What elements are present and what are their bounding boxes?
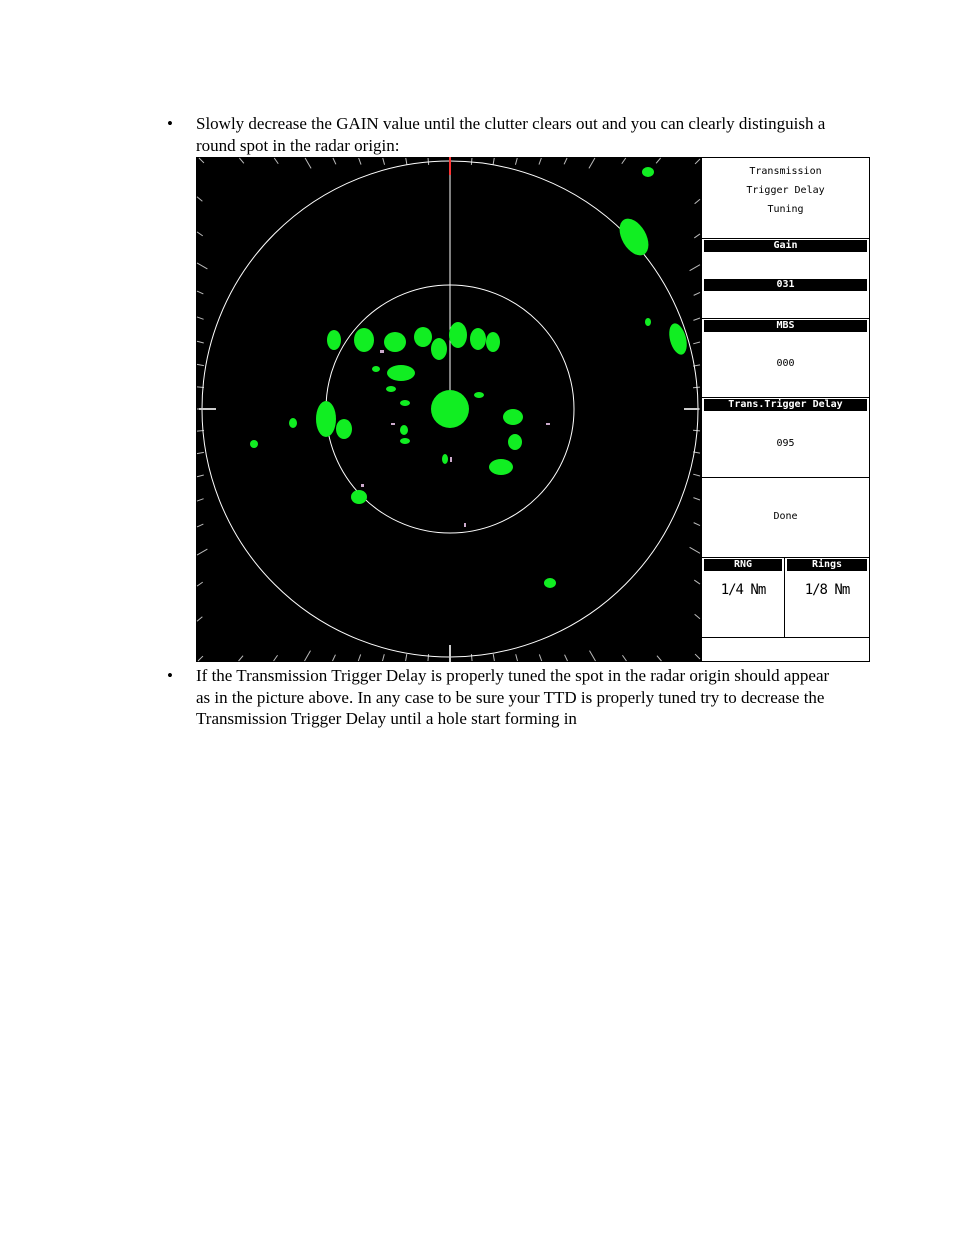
echo [470,328,486,350]
echo [503,409,523,425]
echo [386,386,396,392]
panel-title-line-3: Tuning [767,204,804,215]
rng-value[interactable]: 1/4 Nm [720,582,766,598]
rng-header: RNG [704,559,782,571]
ttd-header: Trans.Trigger Delay [704,399,867,411]
echo [431,338,447,360]
divider [702,637,869,638]
bullet-glyph: • [167,114,173,133]
divider [702,238,869,239]
echo [442,454,448,464]
bearing-tick [693,430,700,431]
bullet-glyph: • [167,666,173,685]
rings-value[interactable]: 1/8 Nm [804,582,850,598]
echo [400,438,410,444]
mbs-header: MBS [704,320,867,332]
rings-header: Rings [787,559,867,571]
echo [351,490,367,504]
echo [354,328,374,352]
echo [387,365,415,381]
instruction-text: If the Transmission Trigger Delay is properly tuned the spot in the radar origin should appear as in the picture above. In any case to be sure your TTD is properly tuned try to decrease the Transmission Trigger Delay until a hole start forming in [196,666,830,728]
bearing-tick [428,654,429,661]
echo [642,167,654,177]
bearing-tick [471,654,472,661]
radar-display [196,157,701,662]
done-button[interactable]: Done [773,511,798,522]
echo [400,400,410,406]
echo [474,392,484,398]
gain-header: Gain [704,240,867,252]
panel-title [702,162,869,219]
echo [289,418,297,428]
origin-spot [431,390,469,428]
instruction-text: Slowly decrease the GAIN value until the clutter clears out and you can clearly distinguish a round spot in the radar origin: [196,114,826,155]
divider [702,477,869,478]
echo [544,578,556,588]
divider [702,397,869,398]
echo [489,459,513,475]
radar-screenshot [196,157,870,662]
control-sidebar [701,157,870,662]
echo [250,440,258,448]
echo [508,434,522,450]
mbs-value[interactable]: 000 [776,358,795,369]
echo [316,401,336,437]
echo [486,332,500,352]
echo [449,322,467,348]
echo [384,332,406,352]
echo [336,419,352,439]
gain-value[interactable]: 031 [704,279,867,291]
echo [414,327,432,347]
panel-title-line-2: Trigger Delay [746,185,825,196]
echo [645,318,651,326]
ttd-value[interactable]: 095 [776,438,795,449]
echo [327,330,341,350]
panel-title-line-1: Transmission [749,166,822,177]
bearing-tick [693,387,700,388]
divider [702,318,869,319]
echo [400,425,408,435]
echo [372,366,380,372]
divider [702,557,869,558]
